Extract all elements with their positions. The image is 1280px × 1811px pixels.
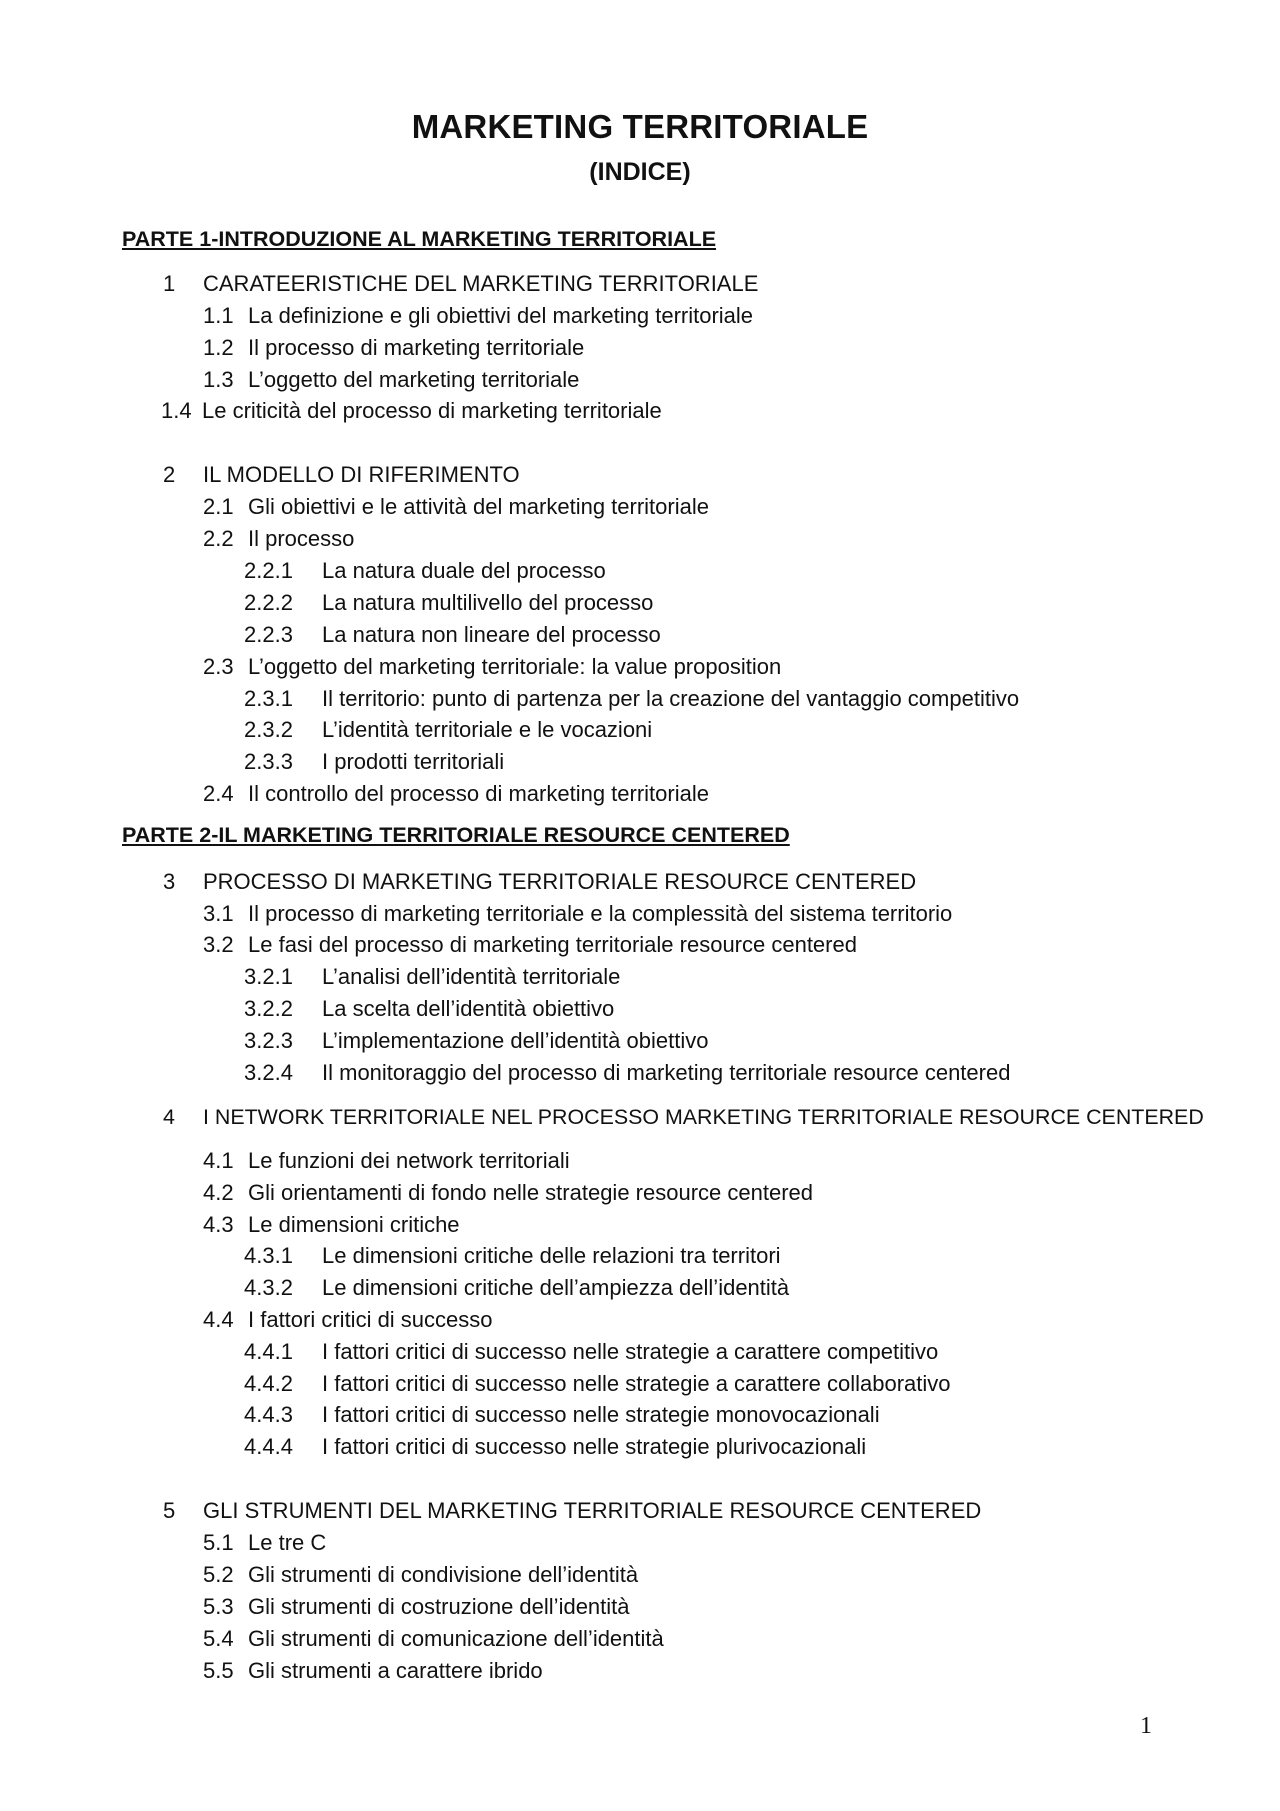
toc-entry-1-1 — [203, 303, 753, 329]
toc-text: Le tre C — [248, 1530, 327, 1555]
toc-entry-4-1 — [203, 1148, 570, 1174]
toc-number: 1.2 — [203, 335, 234, 360]
toc-text: La scelta dell’identità obiettivo — [322, 996, 615, 1021]
toc-text: I fattori critici di successo nelle strategie a carattere competitivo — [322, 1339, 939, 1364]
toc-number: 3.2.4 — [244, 1060, 293, 1085]
toc-number: 5 — [163, 1498, 176, 1523]
toc-entry-4-2 — [203, 1180, 813, 1206]
toc-number: 3.2.2 — [244, 996, 293, 1021]
toc-entry-5-2 — [203, 1562, 638, 1588]
toc-text: La natura non lineare del processo — [322, 622, 661, 647]
toc-entry-5-1 — [203, 1530, 326, 1556]
toc-entry-3-1 — [203, 901, 952, 927]
toc-number: 2.1 — [203, 494, 234, 519]
toc-number: 5.2 — [203, 1562, 234, 1587]
toc-number: 4.3 — [203, 1212, 234, 1237]
toc-text: CARATEERISTICHE DEL MARKETING TERRITORIALE — [203, 271, 759, 296]
toc-entry-3-2 — [203, 932, 857, 958]
toc-number: 4.3.1 — [244, 1243, 293, 1268]
toc-entry-2-2-2 — [244, 590, 653, 616]
toc-text: La natura multilivello del processo — [322, 590, 654, 615]
toc-text: Le fasi del processo di marketing territoriale resource centered — [248, 932, 857, 957]
toc-entry-1-3 — [203, 367, 579, 393]
toc-text: L’oggetto del marketing territoriale — [248, 367, 580, 392]
toc-number: 4.4.1 — [244, 1339, 293, 1364]
toc-number: 3.2.3 — [244, 1028, 293, 1053]
toc-number: 3.2.1 — [244, 964, 293, 989]
toc-entry-2-2-1 — [244, 558, 606, 584]
toc-entry-2-1 — [203, 494, 709, 520]
toc-entry-2-3 — [203, 654, 781, 680]
toc-number: 4.4 — [203, 1307, 234, 1332]
document-title: MARKETING TERRITORIALE — [411, 108, 869, 145]
toc-number: 4 — [163, 1105, 175, 1129]
toc-number: 4.4.4 — [244, 1434, 293, 1459]
toc-text: Gli strumenti di condivisione dell’identità — [248, 1562, 639, 1587]
part-2-heading: PARTE 2-IL MARKETING TERRITORIALE RESOURCE CENTERED — [122, 823, 790, 847]
toc-number: 5.4 — [203, 1626, 234, 1651]
toc-entry-3-2-4 — [244, 1060, 1010, 1086]
toc-text: IL MODELLO DI RIFERIMENTO — [203, 462, 520, 487]
toc-entry-4 — [163, 1104, 1204, 1130]
toc-text: Gli obiettivi e le attività del marketing territoriale — [248, 494, 709, 519]
toc-number: 2.2.1 — [244, 558, 293, 583]
toc-entry-2-3-3 — [244, 749, 504, 775]
toc-text: Il controllo del processo di marketing territoriale — [248, 781, 709, 806]
toc-entry-5-4 — [203, 1626, 664, 1652]
toc-entry-4-4-1 — [244, 1339, 938, 1365]
toc-text: Le criticità del processo di marketing territoriale — [202, 398, 662, 423]
toc-text: Le dimensioni critiche — [248, 1212, 460, 1237]
toc-number: 2.3.3 — [244, 749, 293, 774]
toc-text: Gli strumenti a carattere ibrido — [248, 1658, 543, 1683]
toc-number: 4.3.2 — [244, 1275, 293, 1300]
toc-number: 2 — [163, 462, 176, 487]
toc-number: 3.1 — [203, 901, 234, 926]
toc-entry-2-4 — [203, 781, 709, 807]
toc-text: I fattori critici di successo — [248, 1307, 493, 1332]
toc-number: 1.4 — [161, 398, 192, 423]
toc-number: 2.2 — [203, 526, 234, 551]
toc-entry-2-2-3 — [244, 622, 661, 648]
toc-number: 2.2.3 — [244, 622, 293, 647]
toc-text: Le dimensioni critiche dell’ampiezza dell’identità — [322, 1275, 790, 1300]
toc-entry-3 — [163, 869, 916, 895]
toc-number: 1.1 — [203, 303, 234, 328]
part-1-heading: PARTE 1-INTRODUZIONE AL MARKETING TERRITORIALE — [122, 227, 717, 251]
toc-text: Il processo di marketing territoriale — [248, 335, 585, 360]
toc-text: Le dimensioni critiche delle relazioni tra territori — [322, 1243, 781, 1268]
toc-text: GLI STRUMENTI DEL MARKETING TERRITORIALE RESOURCE CENTERED — [203, 1498, 982, 1523]
toc-entry-1-2 — [203, 335, 584, 361]
toc-entry-2-3-1 — [244, 686, 1019, 712]
toc-entry-4-4 — [203, 1307, 493, 1333]
toc-entry-1-4 — [161, 398, 662, 424]
toc-entry-4-3 — [203, 1212, 460, 1238]
toc-text: Gli strumenti di costruzione dell’identità — [248, 1594, 630, 1619]
toc-entry-4-4-3 — [244, 1402, 880, 1428]
toc-number: 5.5 — [203, 1658, 234, 1683]
toc-text: I fattori critici di successo nelle strategie plurivocazionali — [322, 1434, 867, 1459]
toc-text: Il processo di marketing territoriale e la complessità del sistema territorio — [248, 901, 953, 926]
toc-entry-4-3-2 — [244, 1275, 789, 1301]
toc-number: 2.3.1 — [244, 686, 293, 711]
toc-entry-2-2 — [203, 526, 354, 552]
toc-number: 5.3 — [203, 1594, 234, 1619]
toc-number: 2.3 — [203, 654, 234, 679]
toc-entry-1 — [163, 271, 758, 297]
toc-entry-2 — [163, 462, 520, 488]
toc-entry-3-2-1 — [244, 964, 620, 990]
toc-number: 4.1 — [203, 1148, 234, 1173]
toc-number: 4.4.2 — [244, 1371, 293, 1396]
toc-number: 2.3.2 — [244, 717, 293, 742]
toc-entry-5-3 — [203, 1594, 630, 1620]
toc-text: L’implementazione dell’identità obiettivo — [322, 1028, 709, 1053]
toc-number: 5.1 — [203, 1530, 234, 1555]
toc-text: Gli orientamenti di fondo nelle strategie resource centered — [248, 1180, 813, 1205]
toc-number: 1.3 — [203, 367, 234, 392]
toc-number: 1 — [163, 271, 176, 296]
document-subtitle: (INDICE) — [589, 158, 691, 186]
toc-text: Le funzioni dei network territoriali — [248, 1148, 570, 1173]
toc-text: Il monitoraggio del processo di marketing territoriale resource centered — [322, 1060, 1011, 1085]
toc-text: I fattori critici di successo nelle strategie monovocazionali — [322, 1402, 880, 1427]
toc-number: 3 — [163, 869, 176, 894]
toc-entry-4-3-1 — [244, 1243, 781, 1269]
toc-text: Il processo — [248, 526, 355, 551]
toc-number: 4.4.3 — [244, 1402, 293, 1427]
toc-entry-3-2-2 — [244, 996, 614, 1022]
toc-text: L’analisi dell’identità territoriale — [322, 964, 621, 989]
toc-text: Gli strumenti di comunicazione dell’identità — [248, 1626, 664, 1651]
toc-number: 3.2 — [203, 932, 234, 957]
toc-entry-3-2-3 — [244, 1028, 708, 1054]
toc-entry-4-4-2 — [244, 1371, 951, 1397]
page-number: 1 — [1140, 1713, 1152, 1739]
toc-entry-2-3-2 — [244, 717, 652, 743]
toc-text: PROCESSO DI MARKETING TERRITORIALE RESOURCE CENTERED — [203, 869, 917, 894]
toc-number: 2.2.2 — [244, 590, 293, 615]
toc-text: I NETWORK TERRITORIALE NEL PROCESSO MARKETING TERRITORIALE RESOURCE CENTERED — [203, 1105, 1204, 1129]
toc-entry-4-4-4 — [244, 1434, 866, 1460]
toc-number: 4.2 — [203, 1180, 234, 1205]
toc-entry-5-5 — [203, 1658, 543, 1684]
toc-text: L’oggetto del marketing territoriale: la value proposition — [248, 654, 782, 679]
toc-text: La definizione e gli obiettivi del marketing territoriale — [248, 303, 754, 328]
toc-text: I fattori critici di successo nelle strategie a carattere collaborativo — [322, 1371, 951, 1396]
toc-text: I prodotti territoriali — [322, 749, 505, 774]
toc-text: La natura duale del processo — [322, 558, 606, 583]
toc-entry-5 — [163, 1498, 981, 1524]
toc-number: 2.4 — [203, 781, 234, 806]
toc-text: Il territorio: punto di partenza per la creazione del vantaggio competitivo — [322, 686, 1020, 711]
toc-text: L’identità territoriale e le vocazioni — [322, 717, 653, 742]
